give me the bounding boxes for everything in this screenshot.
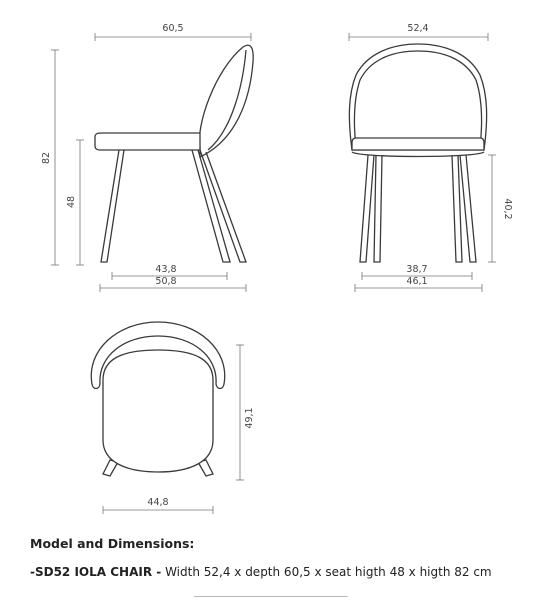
dim-side-leg-depth-outer: 50,8: [155, 276, 177, 287]
caption-description: Width 52,4 x depth 60,5 x seat higth 48 x higth 82 cm: [161, 565, 492, 579]
dim-side-leg-depth-inner: 43,8: [155, 264, 177, 275]
side-view: [41, 23, 253, 292]
top-view: [91, 322, 255, 514]
footer-divider: [194, 596, 348, 597]
caption: [30, 536, 530, 579]
dim-top-depth: 49,1: [244, 407, 255, 429]
dim-front-seat-height: 40,2: [502, 198, 513, 220]
caption-model: -SD52 IOLA CHAIR -: [30, 565, 162, 579]
dim-front-leg-width-inner: 38,7: [406, 264, 428, 275]
caption-line: [30, 565, 530, 579]
caption-title: Model and Dimensions:: [30, 536, 195, 551]
dim-side-total-depth: 60,5: [162, 23, 184, 34]
dim-front-leg-width-outer: 46,1: [406, 276, 428, 287]
dim-front-width: 52,4: [407, 23, 429, 34]
front-view: [349, 23, 513, 292]
dim-side-total-height: 82: [41, 151, 52, 165]
dim-top-seat-width: 44,8: [147, 497, 169, 508]
dim-side-seat-height: 48: [66, 195, 77, 209]
